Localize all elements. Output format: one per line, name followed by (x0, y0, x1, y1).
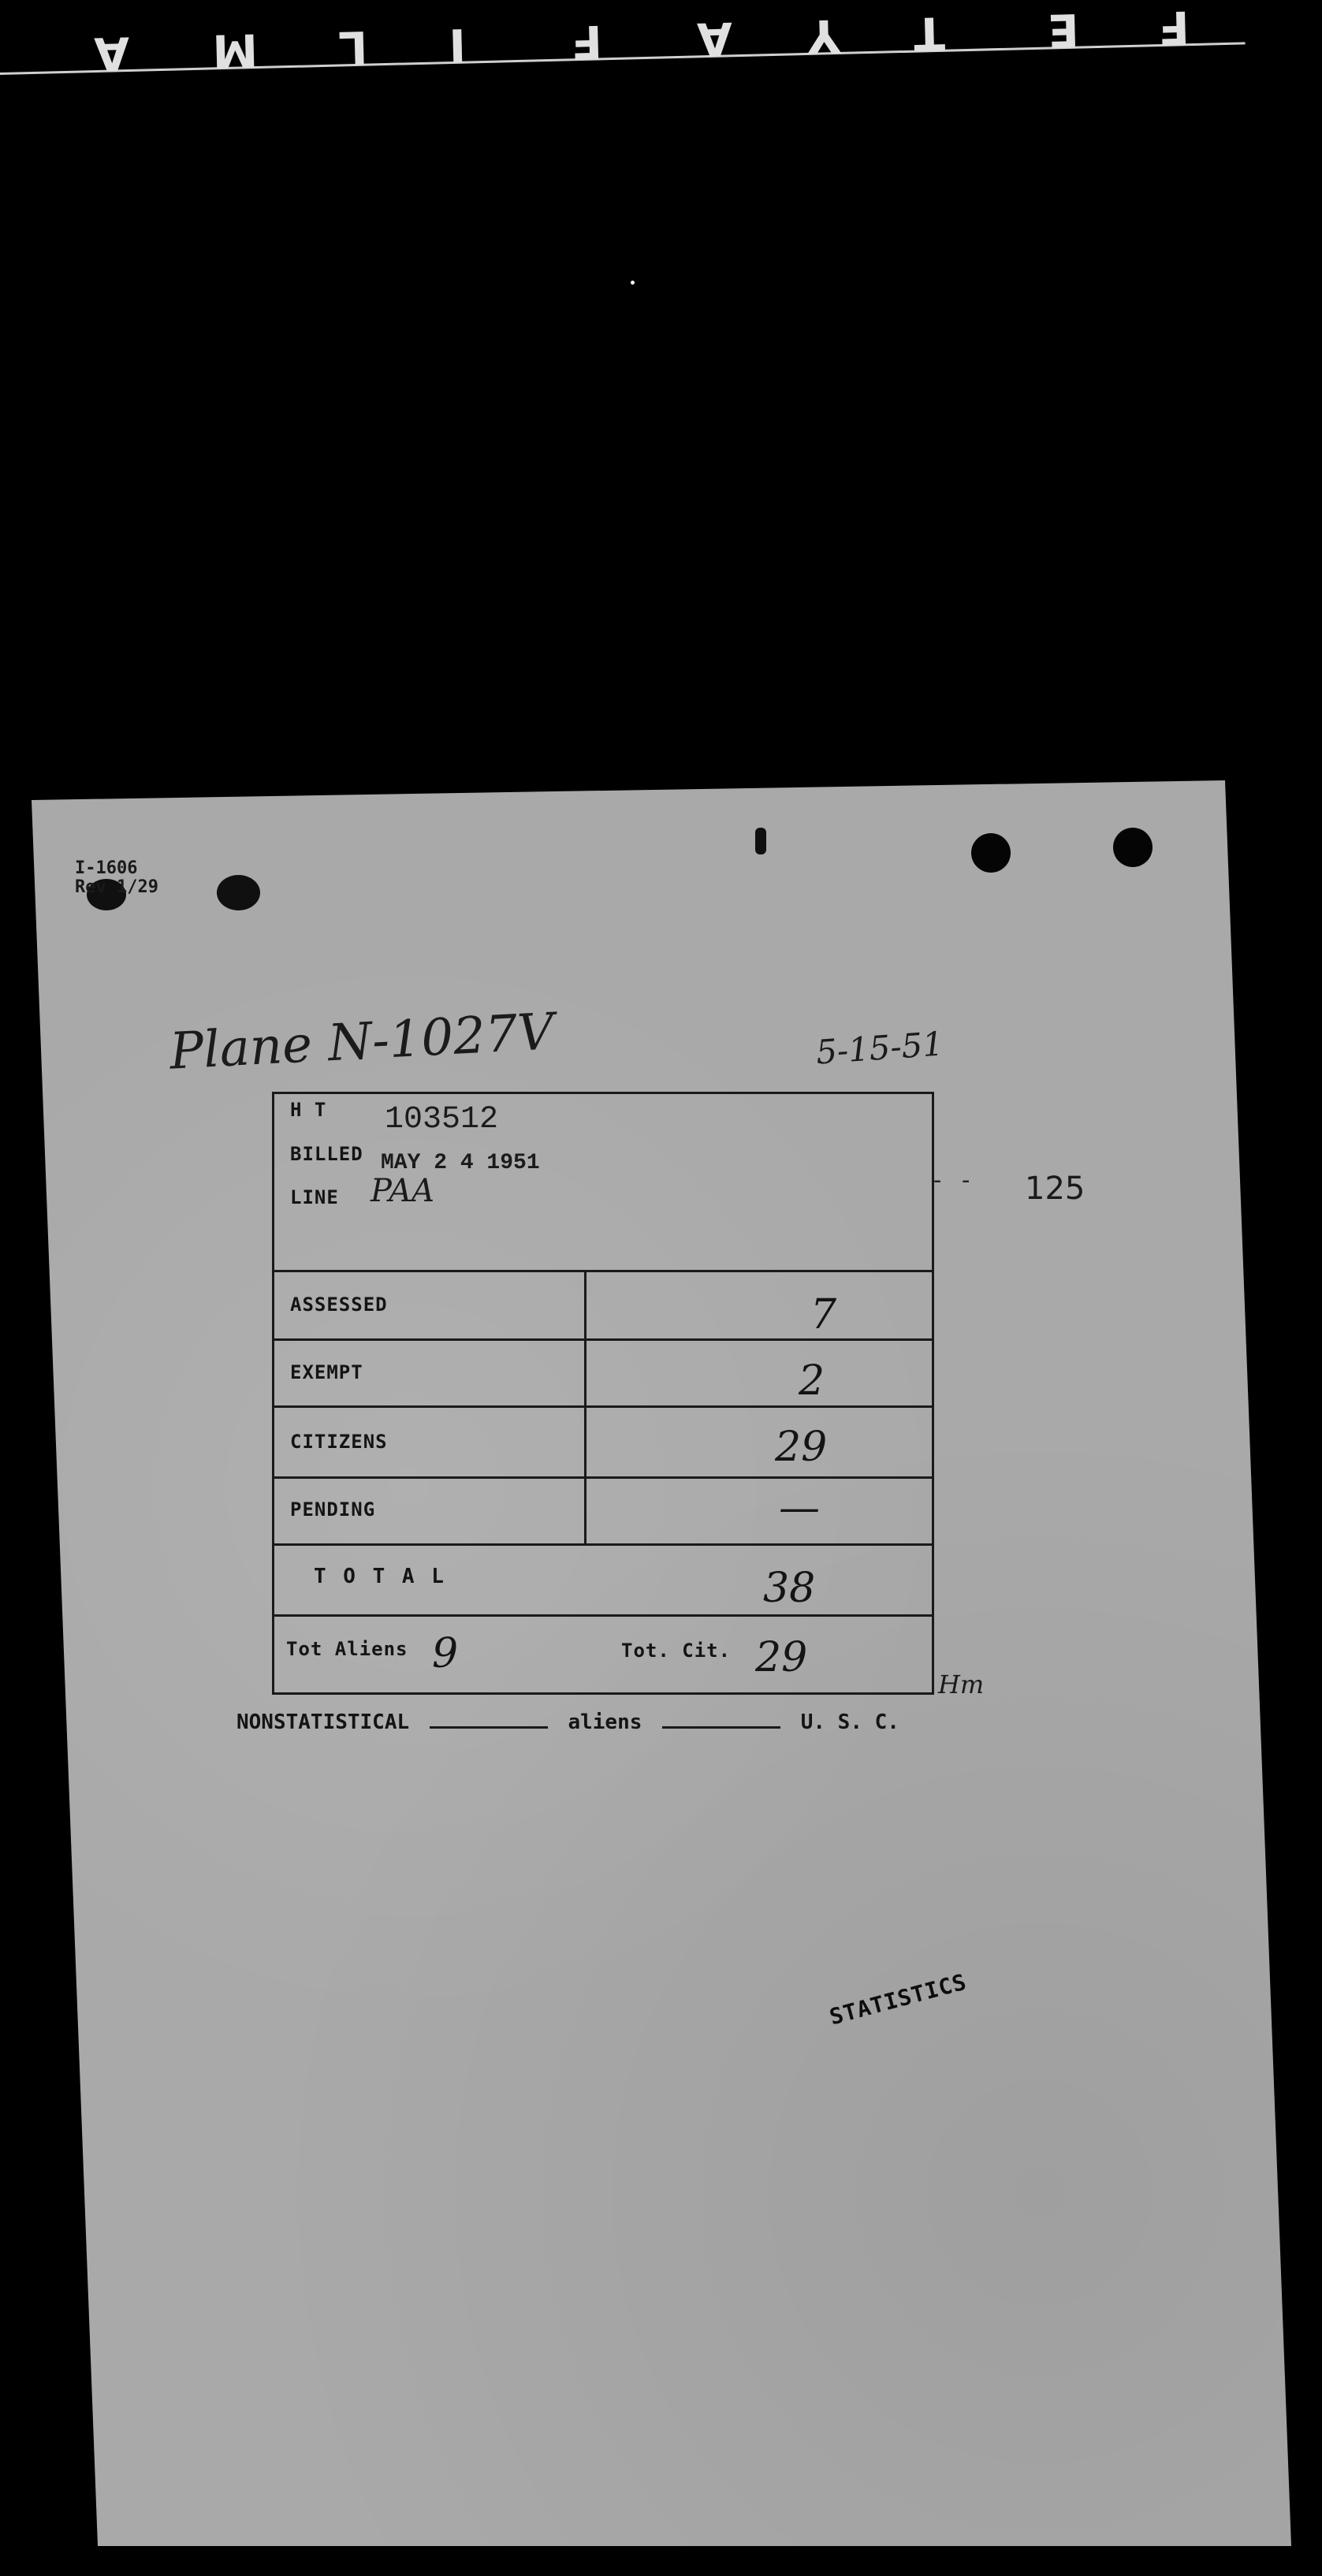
exempt-label: EXEMPT (290, 1361, 363, 1383)
aliens-label: aliens (568, 1711, 642, 1734)
exempt-value: 2 (799, 1357, 825, 1405)
form-rule (274, 1338, 932, 1341)
film-letter: E (1047, 2, 1080, 58)
tot-aliens-label: Tot Aliens (286, 1638, 408, 1660)
form-number (75, 859, 158, 897)
usc-label: U. S. C. (800, 1711, 899, 1734)
side-number: 125 (1025, 1171, 1086, 1207)
tot-cit-value: 29 (755, 1634, 808, 1681)
film-letter: F (1157, 0, 1190, 55)
ht-label: H T (290, 1099, 327, 1121)
assessed-value: 7 (810, 1291, 837, 1338)
assessed-label: ASSESSED (290, 1294, 388, 1316)
ht-number: 103512 (385, 1102, 499, 1137)
film-edge-lettering (78, 0, 1231, 114)
film-letter: T (913, 6, 946, 61)
film-letter: L (337, 20, 369, 75)
film-letter: I (448, 18, 467, 73)
tot-cit-label: Tot. Cit. (621, 1640, 732, 1662)
form-rule (274, 1270, 932, 1272)
form-rule (274, 1476, 932, 1479)
plane-number: Plane N-1027V (168, 1003, 556, 1081)
pending-label: PENDING (290, 1498, 376, 1521)
citizens-label: CITIZENS (290, 1431, 388, 1453)
film-letter: A (696, 11, 733, 66)
form-rule (274, 1614, 932, 1617)
line-label: LINE (290, 1186, 339, 1208)
film-letter: M (211, 23, 259, 78)
film-letter: Y (806, 9, 842, 64)
punch-hole (971, 833, 1011, 873)
form-rule (274, 1405, 932, 1408)
side-tick-mark: - - (930, 1167, 974, 1194)
billed-label: BILLED (290, 1143, 363, 1165)
form-column-divider (584, 1272, 587, 1543)
citizens-value: 29 (775, 1424, 828, 1471)
film-strip (0, 0, 1322, 126)
billed-date-stamp: MAY 2 4 1951 (381, 1151, 540, 1175)
form-number-line2: Rev 1/29 (75, 877, 158, 897)
total-label: T O T A L (314, 1565, 446, 1588)
film-letter: A (93, 26, 131, 81)
form-rule (274, 1543, 932, 1546)
handwritten-date: 5-15-51 (814, 1024, 945, 1072)
tot-aliens-value: 9 (432, 1630, 459, 1677)
blank-line (430, 1712, 548, 1729)
film-speck (631, 281, 635, 285)
handwritten-initials: Hm (938, 1670, 985, 1699)
manifest-form (272, 1092, 934, 1695)
film-letter: F (570, 14, 603, 69)
blank-line (662, 1712, 780, 1729)
punch-hole (1113, 828, 1153, 867)
form-number-line1: I-1606 (75, 858, 138, 878)
pending-value: — (779, 1484, 820, 1532)
statistics-stamp: STATISTICS (826, 1968, 970, 2031)
line-value: PAA (371, 1173, 435, 1209)
ink-speck (755, 828, 766, 854)
ink-blot (217, 875, 260, 910)
total-value: 38 (763, 1565, 816, 1612)
nonstatistical-line (236, 1711, 899, 1734)
nonstatistical-label: NONSTATISTICAL (236, 1711, 410, 1734)
